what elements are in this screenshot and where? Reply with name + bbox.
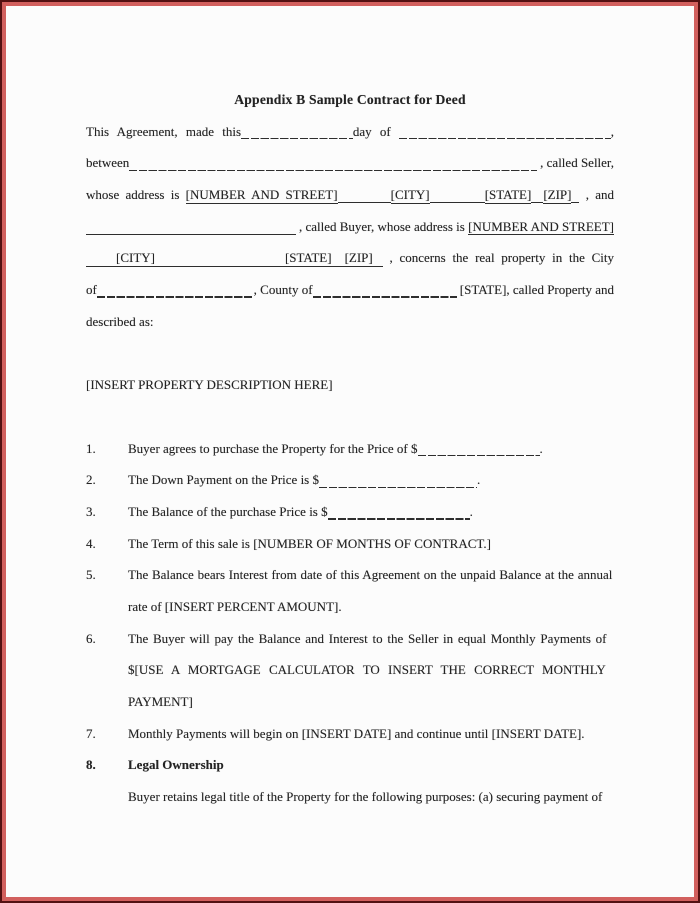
contract-document: [6, 6, 694, 897]
blank-fill-line: [571, 202, 579, 203]
bracket-placeholder-field: [STATE]: [284, 250, 332, 266]
blank-fill-line: [338, 202, 391, 203]
text-run: , called Seller,: [536, 155, 614, 171]
text-run: , called Buyer, whose address is: [295, 218, 469, 234]
text-run: [INSERT PROPERTY DESCRIPTION HERE]: [86, 377, 333, 393]
item-8-heading: [86, 749, 614, 781]
document-lines: [86, 84, 614, 813]
text-run: This Agreement, made this: [86, 123, 242, 139]
property-description-placeholder: [86, 369, 614, 401]
list-number: 3.: [86, 503, 96, 519]
intro-line-3: [86, 179, 614, 211]
blank-fill-line: [155, 266, 285, 267]
bracket-placeholder-field: [ZIP]: [543, 187, 572, 203]
text-run: [STATE], called Property and: [456, 282, 614, 298]
text-run: Buyer retains legal title of the Property for the following purposes: (a) securing payment of: [128, 789, 603, 805]
list-number: 1.: [86, 440, 96, 456]
item-6: [86, 623, 614, 655]
item-3: [86, 496, 614, 528]
blank-fill-line: [332, 266, 345, 267]
list-number: 5.: [86, 567, 96, 583]
text-run: of: [86, 282, 97, 298]
text-run: ,: [610, 123, 614, 139]
spacer-1: [86, 338, 614, 370]
item-1: [86, 433, 614, 465]
intro-line-6: [86, 274, 614, 306]
text-run: described as:: [86, 313, 154, 329]
blank-fill-line: [241, 138, 353, 139]
title: [86, 84, 614, 116]
blank-fill-line: [313, 296, 457, 297]
blank-fill-line: [418, 455, 540, 456]
list-number: 8.: [86, 757, 96, 773]
blank-fill-line: [373, 266, 383, 267]
blank-fill-line: [129, 170, 537, 171]
item-7: [86, 718, 614, 750]
bracket-placeholder-field: [STATE]: [484, 187, 532, 203]
bracket-placeholder-field: [CITY]: [390, 187, 430, 203]
blank-fill-line: [319, 487, 477, 488]
text-run: The Term of this sale is [NUMBER OF MONTHS OF CONTRACT.]: [128, 535, 491, 551]
text-run: Legal Ownership: [128, 757, 224, 773]
text-run: PAYMENT]: [128, 694, 193, 710]
intro-line-4: [86, 211, 614, 243]
clause-8-body-line: [86, 781, 614, 813]
text-run: day of: [352, 123, 399, 139]
text-run: Appendix B Sample Contract for Deed: [234, 92, 466, 107]
intro-line-5: [86, 242, 614, 274]
blank-fill-line: [86, 234, 296, 235]
item-5: [86, 559, 614, 591]
text-run: The Buyer will pay the Balance and Interest to the Seller in equal Monthly Payments of: [128, 630, 607, 646]
item-2: [86, 464, 614, 496]
text-run: The Balance of the purchase Price is $: [128, 503, 328, 519]
text-run: .: [469, 503, 473, 519]
list-number: 2.: [86, 472, 96, 488]
bracket-placeholder-field: [CITY]: [116, 250, 155, 266]
text-run: $[USE A MORTGAGE CALCULATOR TO INSERT THE CORRECT MONTHLY: [128, 662, 606, 678]
intro-line-2: [86, 147, 614, 179]
spacer-2: [86, 401, 614, 433]
bracket-placeholder-field: [NUMBER AND STREET]: [468, 218, 614, 234]
text-run: whose address is: [86, 187, 186, 203]
text-run: The Balance bears Interest from date of this Agreement on the unpaid Balance at the annual: [128, 567, 613, 583]
text-run: Monthly Payments will begin on [INSERT DATE] and continue until [INSERT DATE].: [128, 725, 585, 741]
list-number: 7.: [86, 725, 96, 741]
bracket-placeholder-field: [ZIP]: [344, 250, 373, 266]
text-run: .: [477, 472, 481, 488]
item-4: [86, 528, 614, 560]
blank-fill-line: [399, 138, 611, 139]
item-6-continuation-2: [86, 686, 614, 718]
text-run: .: [539, 440, 543, 456]
described-as-line: [86, 306, 614, 338]
blank-fill-line: [328, 518, 470, 519]
list-number: 4.: [86, 535, 96, 551]
blank-fill-line: [430, 202, 485, 203]
text-run: Buyer agrees to purchase the Property for the Price of $: [128, 440, 418, 456]
blank-fill-line: [531, 202, 543, 203]
item-6-continuation-1: [86, 654, 614, 686]
intro-line-1: [86, 116, 614, 148]
text-run: rate of [INSERT PERCENT AMOUNT].: [128, 599, 342, 614]
text-run: , and: [579, 187, 615, 203]
text-run: , concerns the real property in the City: [382, 250, 614, 266]
text-run: The Down Payment on the Price is $: [128, 472, 319, 488]
blank-fill-line: [97, 296, 254, 297]
blank-fill-line: [86, 266, 116, 267]
bracket-placeholder-field: [NUMBER AND STREET]: [185, 187, 338, 203]
text-run: between: [86, 155, 130, 171]
item-5-continuation: [86, 591, 614, 623]
list-number: 6.: [86, 630, 96, 646]
text-run: , County of: [253, 282, 313, 298]
